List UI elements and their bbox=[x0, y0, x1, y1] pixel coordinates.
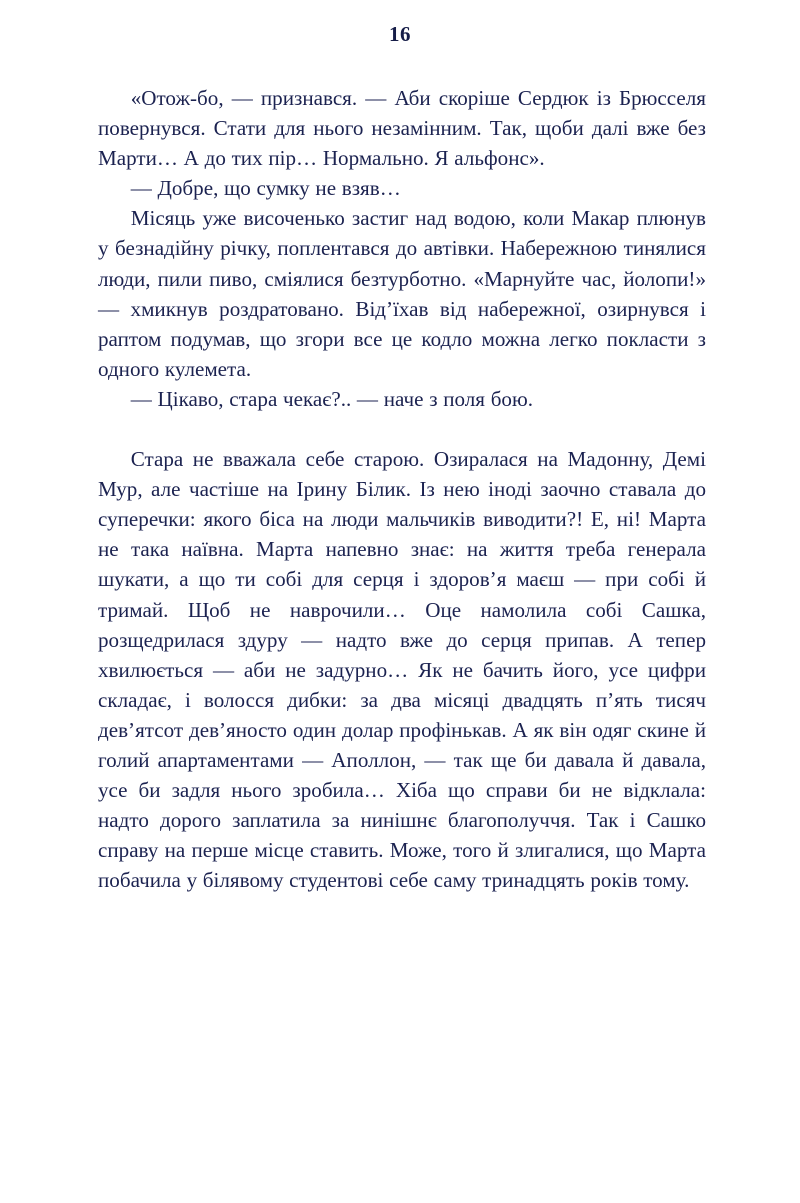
paragraph-1: «Отож-бо, — признався. — Аби скоріше Сердюк із Брюсселя повернувся. Стати для нього незамінним. Так, щоби далі вже без Марти… А до тих пір… Нормально. Я альфонс». bbox=[98, 86, 706, 171]
paragraph-4: — Цікаво, стара чекає?.. — наче з поля бою. bbox=[130, 386, 534, 411]
page-number: 16 bbox=[389, 22, 411, 46]
paragraph-2: — Добре, що сумку не взяв… bbox=[130, 176, 401, 201]
paragraph-6: Стара не вважала себе старою. Озиралася на Мадонну, Демі Мур, але частіше на Ірину Білик. Із нею іноді заочно ставала до суперечки: якого біса на люди мальчиків виводити?! Е, ні! Марта не така наївна. Марта напевно знає: на життя треба генерала шукати, а що ти собі для серця і здоров’я маєш — при собі й тримай. Щоб не наврочили… Оце намолила собі Сашка, розщедрилася здуру — надто вже до серця припав. А тепер хвилюється — аби не задурно… Як не бачить його, усе цифри складає, і волосся дибки: за два місяці двадцять п’ять тисяч дев’ятсот дев’яносто один долар профінькав. А як він одяг скине й голий апартаментами — Аполлон, — так ще би давала й давала, усе би задля нього зробила… Хіба що справи би не відклала: надто дорого заплатила за нинішнє благополуччя. Так і Сашко справу на перше місце ставить. Може, того й злигалися, що Марта побачила у білявому студентові себе саму тринадцять років тому. bbox=[98, 447, 706, 893]
page-text-block bbox=[98, 83, 706, 895]
section-break bbox=[98, 414, 706, 444]
paragraph-3: Місяць уже височенько застиг над водою, коли Макар плюнув у безнадійну річку, поплентався до автівки. Набережною тинялися люди, пили пиво, сміялися безтурботно. «Марнуйте час, йолопи!» — хмикнув роздратовано. Від’їхав від набережної, озирнувся і раптом подумав, що згори все це кодло можна легко покласти з одного кулемета. bbox=[98, 206, 706, 381]
